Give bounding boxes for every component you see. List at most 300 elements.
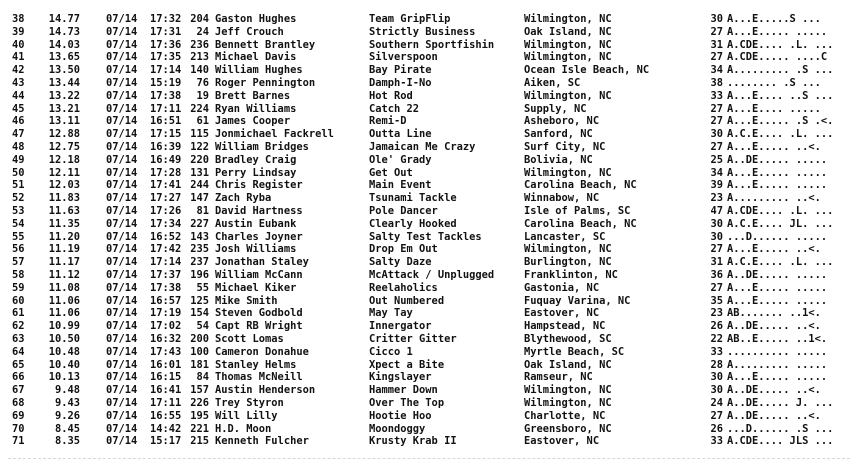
category-codes-cell: A..DE..... ..<. — [727, 384, 821, 397]
time-cell: 17:02 — [150, 320, 182, 333]
result-row — [0, 371, 858, 384]
place-cell: 56 — [12, 243, 25, 256]
time-cell: 17:42 — [150, 243, 182, 256]
category-codes-cell: A......... ..... — [727, 358, 828, 371]
category-codes-cell: A.C.E.... JL. ... — [727, 217, 834, 230]
hometown-cell: Wilmington, NC — [524, 396, 612, 409]
entry-number-cell: 55 — [196, 281, 209, 294]
category-codes-cell: A.C.E.... .L. ... — [727, 128, 834, 141]
boat-name-cell: Xpect a Bite — [369, 358, 445, 371]
place-cell: 71 — [12, 435, 25, 448]
entry-number-cell: 131 — [190, 166, 209, 179]
date-cell: 07/14 — [106, 128, 138, 141]
count-cell: 33 — [710, 435, 723, 448]
time-cell: 17:34 — [150, 217, 182, 230]
score-cell: 13.65 — [48, 51, 80, 64]
angler-name-cell: Stanley Helms — [215, 358, 297, 371]
place-cell: 47 — [12, 128, 25, 141]
score-cell: 10.40 — [48, 358, 80, 371]
count-cell: 31 — [710, 38, 723, 51]
boat-name-cell: Main Event — [369, 179, 432, 192]
category-codes-cell: A...E..... .S .<. — [727, 115, 834, 128]
angler-name-cell: Mike Smith — [215, 294, 278, 307]
result-row — [0, 51, 858, 64]
place-cell: 41 — [12, 51, 25, 64]
boat-name-cell: Outta Line — [369, 128, 432, 141]
hometown-cell: Oak Island, NC — [524, 358, 612, 371]
date-cell: 07/14 — [106, 422, 138, 435]
category-codes-cell: A..DE..... ..... — [727, 153, 828, 166]
date-cell: 07/14 — [106, 102, 138, 115]
boat-name-cell: Reelaholics — [369, 281, 438, 294]
hometown-cell: Wilmington, NC — [524, 38, 612, 51]
place-cell: 59 — [12, 281, 25, 294]
date-cell: 07/14 — [106, 256, 138, 269]
angler-name-cell: Brett Barnes — [215, 89, 291, 102]
hometown-cell: Fuquay Varina, NC — [524, 294, 631, 307]
angler-name-cell: Bennett Brantley — [215, 38, 316, 51]
place-cell: 65 — [12, 358, 25, 371]
place-cell: 66 — [12, 371, 25, 384]
hometown-cell: Carolina Beach, NC — [524, 179, 637, 192]
place-cell: 70 — [12, 422, 25, 435]
category-codes-cell: A.CDE..... ....C — [727, 51, 828, 64]
score-cell: 14.03 — [48, 38, 80, 51]
hometown-cell: Eastover, NC — [524, 435, 600, 448]
score-cell: 12.75 — [48, 140, 80, 153]
boat-name-cell: Tsunami Tackle — [369, 192, 457, 205]
count-cell: 39 — [710, 179, 723, 192]
time-cell: 16:15 — [150, 371, 182, 384]
result-row — [0, 90, 858, 103]
result-row — [0, 307, 858, 320]
angler-name-cell: Gaston Hughes — [215, 13, 297, 25]
count-cell: 38 — [710, 76, 723, 89]
count-cell: 30 — [710, 384, 723, 397]
hometown-cell: Wilmington, NC — [524, 384, 612, 397]
category-codes-cell: A...E..... ..<. — [727, 140, 821, 153]
angler-name-cell: Bradley Craig — [215, 153, 297, 166]
result-row — [0, 128, 858, 141]
angler-name-cell: Charles Joyner — [215, 230, 303, 243]
place-cell: 63 — [12, 332, 25, 345]
hometown-cell: Blythewood, SC — [524, 332, 612, 345]
entry-number-cell: 236 — [190, 38, 209, 51]
result-row — [0, 218, 858, 231]
category-codes-cell: A...E..... ..... — [727, 371, 828, 384]
angler-name-cell: Austin Henderson — [215, 384, 316, 397]
hometown-cell: Ramseur, NC — [524, 371, 593, 384]
date-cell: 07/14 — [106, 409, 138, 422]
place-cell: 67 — [12, 384, 25, 397]
hometown-cell: Surf City, NC — [524, 140, 606, 153]
count-cell: 35 — [710, 294, 723, 307]
entry-number-cell: 76 — [196, 76, 209, 89]
result-row — [0, 410, 858, 423]
time-cell: 16:52 — [150, 230, 182, 243]
category-codes-cell: A...E.... ..... — [727, 102, 821, 115]
count-cell: 36 — [710, 268, 723, 281]
angler-name-cell: Ryan Williams — [215, 102, 297, 115]
score-cell: 9.43 — [54, 396, 80, 409]
entry-number-cell: 220 — [190, 153, 209, 166]
date-cell: 07/14 — [106, 153, 138, 166]
count-cell: 24 — [710, 396, 723, 409]
hometown-cell: Burlington, NC — [524, 256, 612, 269]
boat-name-cell: Moondoggy — [369, 422, 426, 435]
category-codes-cell: A...E..... ..... — [727, 25, 828, 38]
hometown-cell: Wilmington, NC — [524, 243, 612, 256]
score-cell: 9.48 — [54, 384, 80, 397]
result-row — [0, 13, 858, 26]
date-cell: 07/14 — [106, 307, 138, 320]
boat-name-cell: Strictly Business — [369, 25, 476, 38]
place-cell: 42 — [12, 64, 25, 77]
hometown-cell: Isle of Palms, SC — [524, 204, 631, 217]
result-row — [0, 243, 858, 256]
count-cell: 27 — [710, 243, 723, 256]
angler-name-cell: Jonathan Staley — [215, 256, 309, 269]
entry-number-cell: 226 — [190, 396, 209, 409]
hometown-cell: Carolina Beach, NC — [524, 217, 637, 230]
entry-number-cell: 19 — [196, 89, 209, 102]
angler-name-cell: William Bridges — [215, 140, 309, 153]
count-cell: 27 — [710, 409, 723, 422]
hometown-cell: Wilmington, NC — [524, 13, 612, 25]
category-codes-cell: A...E..... ..... — [727, 179, 828, 192]
entry-number-cell: 235 — [190, 243, 209, 256]
score-cell: 12.11 — [48, 166, 80, 179]
date-cell: 07/14 — [106, 268, 138, 281]
count-cell: 33 — [710, 345, 723, 358]
time-cell: 14:42 — [150, 422, 182, 435]
score-cell: 12.18 — [48, 153, 80, 166]
angler-name-cell: Jonmichael Fackrell — [215, 128, 334, 141]
time-cell: 16:01 — [150, 358, 182, 371]
score-cell: 11.19 — [48, 243, 80, 256]
boat-name-cell: Out Numbered — [369, 294, 445, 307]
count-cell: 27 — [710, 140, 723, 153]
entry-number-cell: 196 — [190, 268, 209, 281]
entry-number-cell: 61 — [196, 115, 209, 128]
entry-number-cell: 84 — [196, 371, 209, 384]
angler-name-cell: Steven Godbold — [215, 307, 303, 320]
entry-number-cell: 244 — [190, 179, 209, 192]
count-cell: 23 — [710, 307, 723, 320]
date-cell: 07/14 — [106, 64, 138, 77]
count-cell: 27 — [710, 102, 723, 115]
category-codes-cell: A.CDE.... JLS ... — [727, 435, 834, 448]
angler-name-cell: Josh Williams — [215, 243, 297, 256]
angler-name-cell: Kenneth Fulcher — [215, 435, 309, 448]
score-cell: 14.77 — [48, 13, 80, 25]
time-cell: 17:43 — [150, 345, 182, 358]
entry-number-cell: 115 — [190, 128, 209, 141]
date-cell: 07/14 — [106, 51, 138, 64]
entry-number-cell: 195 — [190, 409, 209, 422]
boat-name-cell: Team GripFlip — [369, 13, 451, 25]
place-cell: 54 — [12, 217, 25, 230]
score-cell: 11.83 — [48, 192, 80, 205]
count-cell: 30 — [710, 371, 723, 384]
time-cell: 17:35 — [150, 51, 182, 64]
result-row — [0, 167, 858, 180]
hometown-cell: Franklinton, NC — [524, 268, 618, 281]
category-codes-cell: A.CDE.... .L. ... — [727, 38, 834, 51]
entry-number-cell: 157 — [190, 384, 209, 397]
boat-name-cell: Remi-D — [369, 115, 407, 128]
boat-name-cell: Get Out — [369, 166, 413, 179]
category-codes-cell: A......... ..<. — [727, 192, 821, 205]
boat-name-cell: Krusty Krab II — [369, 435, 457, 448]
date-cell: 07/14 — [106, 25, 138, 38]
date-cell: 07/14 — [106, 396, 138, 409]
category-codes-cell: AB....... ..1<. — [727, 307, 821, 320]
place-cell: 62 — [12, 320, 25, 333]
place-cell: 58 — [12, 268, 25, 281]
date-cell: 07/14 — [106, 38, 138, 51]
time-cell: 16:51 — [150, 115, 182, 128]
result-row — [0, 26, 858, 39]
boat-name-cell: Drop Em Out — [369, 243, 438, 256]
angler-name-cell: Chris Register — [215, 179, 303, 192]
result-row — [0, 231, 858, 244]
time-cell: 17:11 — [150, 102, 182, 115]
count-cell: 26 — [710, 422, 723, 435]
category-codes-cell: A......... .S ... — [727, 64, 834, 77]
place-cell: 51 — [12, 179, 25, 192]
time-cell: 16:41 — [150, 384, 182, 397]
result-row — [0, 192, 858, 205]
angler-name-cell: William Hughes — [215, 64, 303, 77]
bottom-divider — [8, 458, 850, 459]
place-cell: 57 — [12, 256, 25, 269]
hometown-cell: Bolivia, NC — [524, 153, 593, 166]
time-cell: 15:17 — [150, 435, 182, 448]
entry-number-cell: 24 — [196, 25, 209, 38]
entry-number-cell: 215 — [190, 435, 209, 448]
category-codes-cell: A...E.....S ... — [727, 13, 821, 25]
result-row — [0, 64, 858, 77]
time-cell: 17:36 — [150, 38, 182, 51]
hometown-cell: Oak Island, NC — [524, 25, 612, 38]
time-cell: 17:41 — [150, 179, 182, 192]
count-cell: 34 — [710, 166, 723, 179]
angler-name-cell: William McCann — [215, 268, 303, 281]
angler-name-cell: Jeff Crouch — [215, 25, 284, 38]
score-cell: 13.50 — [48, 64, 80, 77]
score-cell: 10.48 — [48, 345, 80, 358]
date-cell: 07/14 — [106, 320, 138, 333]
place-cell: 55 — [12, 230, 25, 243]
results-list — [0, 13, 858, 448]
boat-name-cell: Hootie Hoo — [369, 409, 432, 422]
date-cell: 07/14 — [106, 166, 138, 179]
boat-name-cell: Innergator — [369, 320, 432, 333]
entry-number-cell: 204 — [190, 13, 209, 25]
place-cell: 39 — [12, 25, 25, 38]
date-cell: 07/14 — [106, 204, 138, 217]
result-row — [0, 77, 858, 90]
score-cell: 13.44 — [48, 76, 80, 89]
angler-name-cell: Trey Styron — [215, 396, 284, 409]
date-cell: 07/14 — [106, 281, 138, 294]
date-cell: 07/14 — [106, 384, 138, 397]
count-cell: 30 — [710, 13, 723, 25]
angler-name-cell: Zach Ryba — [215, 192, 272, 205]
score-cell: 11.08 — [48, 281, 80, 294]
date-cell: 07/14 — [106, 217, 138, 230]
place-cell: 64 — [12, 345, 25, 358]
hometown-cell: Wilmington, NC — [524, 51, 612, 64]
time-cell: 17:31 — [150, 25, 182, 38]
date-cell: 07/14 — [106, 294, 138, 307]
time-cell: 17:38 — [150, 89, 182, 102]
date-cell: 07/14 — [106, 192, 138, 205]
count-cell: 28 — [710, 358, 723, 371]
place-cell: 48 — [12, 140, 25, 153]
category-codes-cell: ........ .S ... — [727, 76, 821, 89]
score-cell: 11.63 — [48, 204, 80, 217]
place-cell: 50 — [12, 166, 25, 179]
entry-number-cell: 143 — [190, 230, 209, 243]
time-cell: 17:19 — [150, 307, 182, 320]
hometown-cell: Wilmington, NC — [524, 89, 612, 102]
result-row — [0, 384, 858, 397]
time-cell: 17:37 — [150, 268, 182, 281]
entry-number-cell: 122 — [190, 140, 209, 153]
place-cell: 60 — [12, 294, 25, 307]
time-cell: 17:28 — [150, 166, 182, 179]
entry-number-cell: 154 — [190, 307, 209, 320]
score-cell: 11.20 — [48, 230, 80, 243]
result-row — [0, 141, 858, 154]
category-codes-cell: AB..E..... ..1<. — [727, 332, 828, 345]
boat-name-cell: Hammer Down — [369, 384, 438, 397]
boat-name-cell: Cicco 1 — [369, 345, 413, 358]
date-cell: 07/14 — [106, 243, 138, 256]
score-cell: 9.26 — [54, 409, 80, 422]
boat-name-cell: Critter Gitter — [369, 332, 457, 345]
category-codes-cell: ...D...... ..... — [727, 230, 828, 243]
hometown-cell: Asheboro, NC — [524, 115, 600, 128]
score-cell: 13.11 — [48, 115, 80, 128]
count-cell: 34 — [710, 64, 723, 77]
result-row — [0, 39, 858, 52]
boat-name-cell: Over The Top — [369, 396, 445, 409]
hometown-cell: Myrtle Beach, SC — [524, 345, 625, 358]
time-cell: 16:57 — [150, 294, 182, 307]
entry-number-cell: 181 — [190, 358, 209, 371]
place-cell: 46 — [12, 115, 25, 128]
result-row — [0, 154, 858, 167]
count-cell: 27 — [710, 115, 723, 128]
entry-number-cell: 227 — [190, 217, 209, 230]
category-codes-cell: ...D...... .S ... — [727, 422, 834, 435]
hometown-cell: Ocean Isle Beach, NC — [524, 64, 650, 77]
time-cell: 17:32 — [150, 13, 182, 25]
count-cell: 31 — [710, 256, 723, 269]
angler-name-cell: H.D. Moon — [215, 422, 272, 435]
date-cell: 07/14 — [106, 358, 138, 371]
category-codes-cell: A...E..... ..... — [727, 294, 828, 307]
entry-number-cell: 100 — [190, 345, 209, 358]
place-cell: 44 — [12, 89, 25, 102]
boat-name-cell: Hot Rod — [369, 89, 413, 102]
category-codes-cell: A...E.... ..S ... — [727, 89, 834, 102]
category-codes-cell: A..DE..... ..<. — [727, 320, 821, 333]
date-cell: 07/14 — [106, 332, 138, 345]
date-cell: 07/14 — [106, 371, 138, 384]
hometown-cell: Lancaster, SC — [524, 230, 606, 243]
result-row — [0, 435, 858, 448]
category-codes-cell: .......... ..... — [727, 345, 828, 358]
angler-name-cell: Austin Eubank — [215, 217, 297, 230]
time-cell: 16:39 — [150, 140, 182, 153]
result-row — [0, 333, 858, 346]
boat-name-cell: Pole Dancer — [369, 204, 438, 217]
count-cell: 30 — [710, 217, 723, 230]
time-cell: 15:19 — [150, 76, 182, 89]
hometown-cell: Wilmington, NC — [524, 166, 612, 179]
entry-number-cell: 54 — [196, 320, 209, 333]
score-cell: 10.13 — [48, 371, 80, 384]
date-cell: 07/14 — [106, 435, 138, 448]
place-cell: 43 — [12, 76, 25, 89]
time-cell: 17:26 — [150, 204, 182, 217]
time-cell: 17:14 — [150, 256, 182, 269]
hometown-cell: Charlotte, NC — [524, 409, 606, 422]
angler-name-cell: Perry Lindsay — [215, 166, 297, 179]
entry-number-cell: 140 — [190, 64, 209, 77]
time-cell: 17:14 — [150, 64, 182, 77]
category-codes-cell: A...E..... ..... — [727, 166, 828, 179]
count-cell: 23 — [710, 192, 723, 205]
place-cell: 38 — [12, 13, 25, 25]
boat-name-cell: Salty Daze — [369, 256, 432, 269]
place-cell: 68 — [12, 396, 25, 409]
boat-name-cell: Bay Pirate — [369, 64, 432, 77]
score-cell: 10.99 — [48, 320, 80, 333]
angler-name-cell: Michael Kiker — [215, 281, 297, 294]
angler-name-cell: Cameron Donahue — [215, 345, 309, 358]
angler-name-cell: Roger Pennington — [215, 76, 316, 89]
category-codes-cell: A...E..... ..... — [727, 281, 828, 294]
time-cell: 16:55 — [150, 409, 182, 422]
hometown-cell: Hampstead, NC — [524, 320, 606, 333]
score-cell: 12.03 — [48, 179, 80, 192]
result-row — [0, 179, 858, 192]
result-row — [0, 295, 858, 308]
boat-name-cell: Southern Sportfishin — [369, 38, 495, 51]
count-cell: 27 — [710, 281, 723, 294]
result-row — [0, 205, 858, 218]
category-codes-cell: A..DE..... ..<. — [727, 409, 821, 422]
date-cell: 07/14 — [106, 230, 138, 243]
place-cell: 45 — [12, 102, 25, 115]
entry-number-cell: 213 — [190, 51, 209, 64]
date-cell: 07/14 — [106, 76, 138, 89]
boat-name-cell: Salty Test Tackles — [369, 230, 482, 243]
category-codes-cell: A..DE..... ..... — [727, 268, 828, 281]
boat-name-cell: Ole' Grady — [369, 153, 432, 166]
score-cell: 11.06 — [48, 294, 80, 307]
time-cell: 16:49 — [150, 153, 182, 166]
place-cell: 49 — [12, 153, 25, 166]
score-cell: 11.35 — [48, 217, 80, 230]
score-cell: 11.17 — [48, 256, 80, 269]
count-cell: 27 — [710, 51, 723, 64]
